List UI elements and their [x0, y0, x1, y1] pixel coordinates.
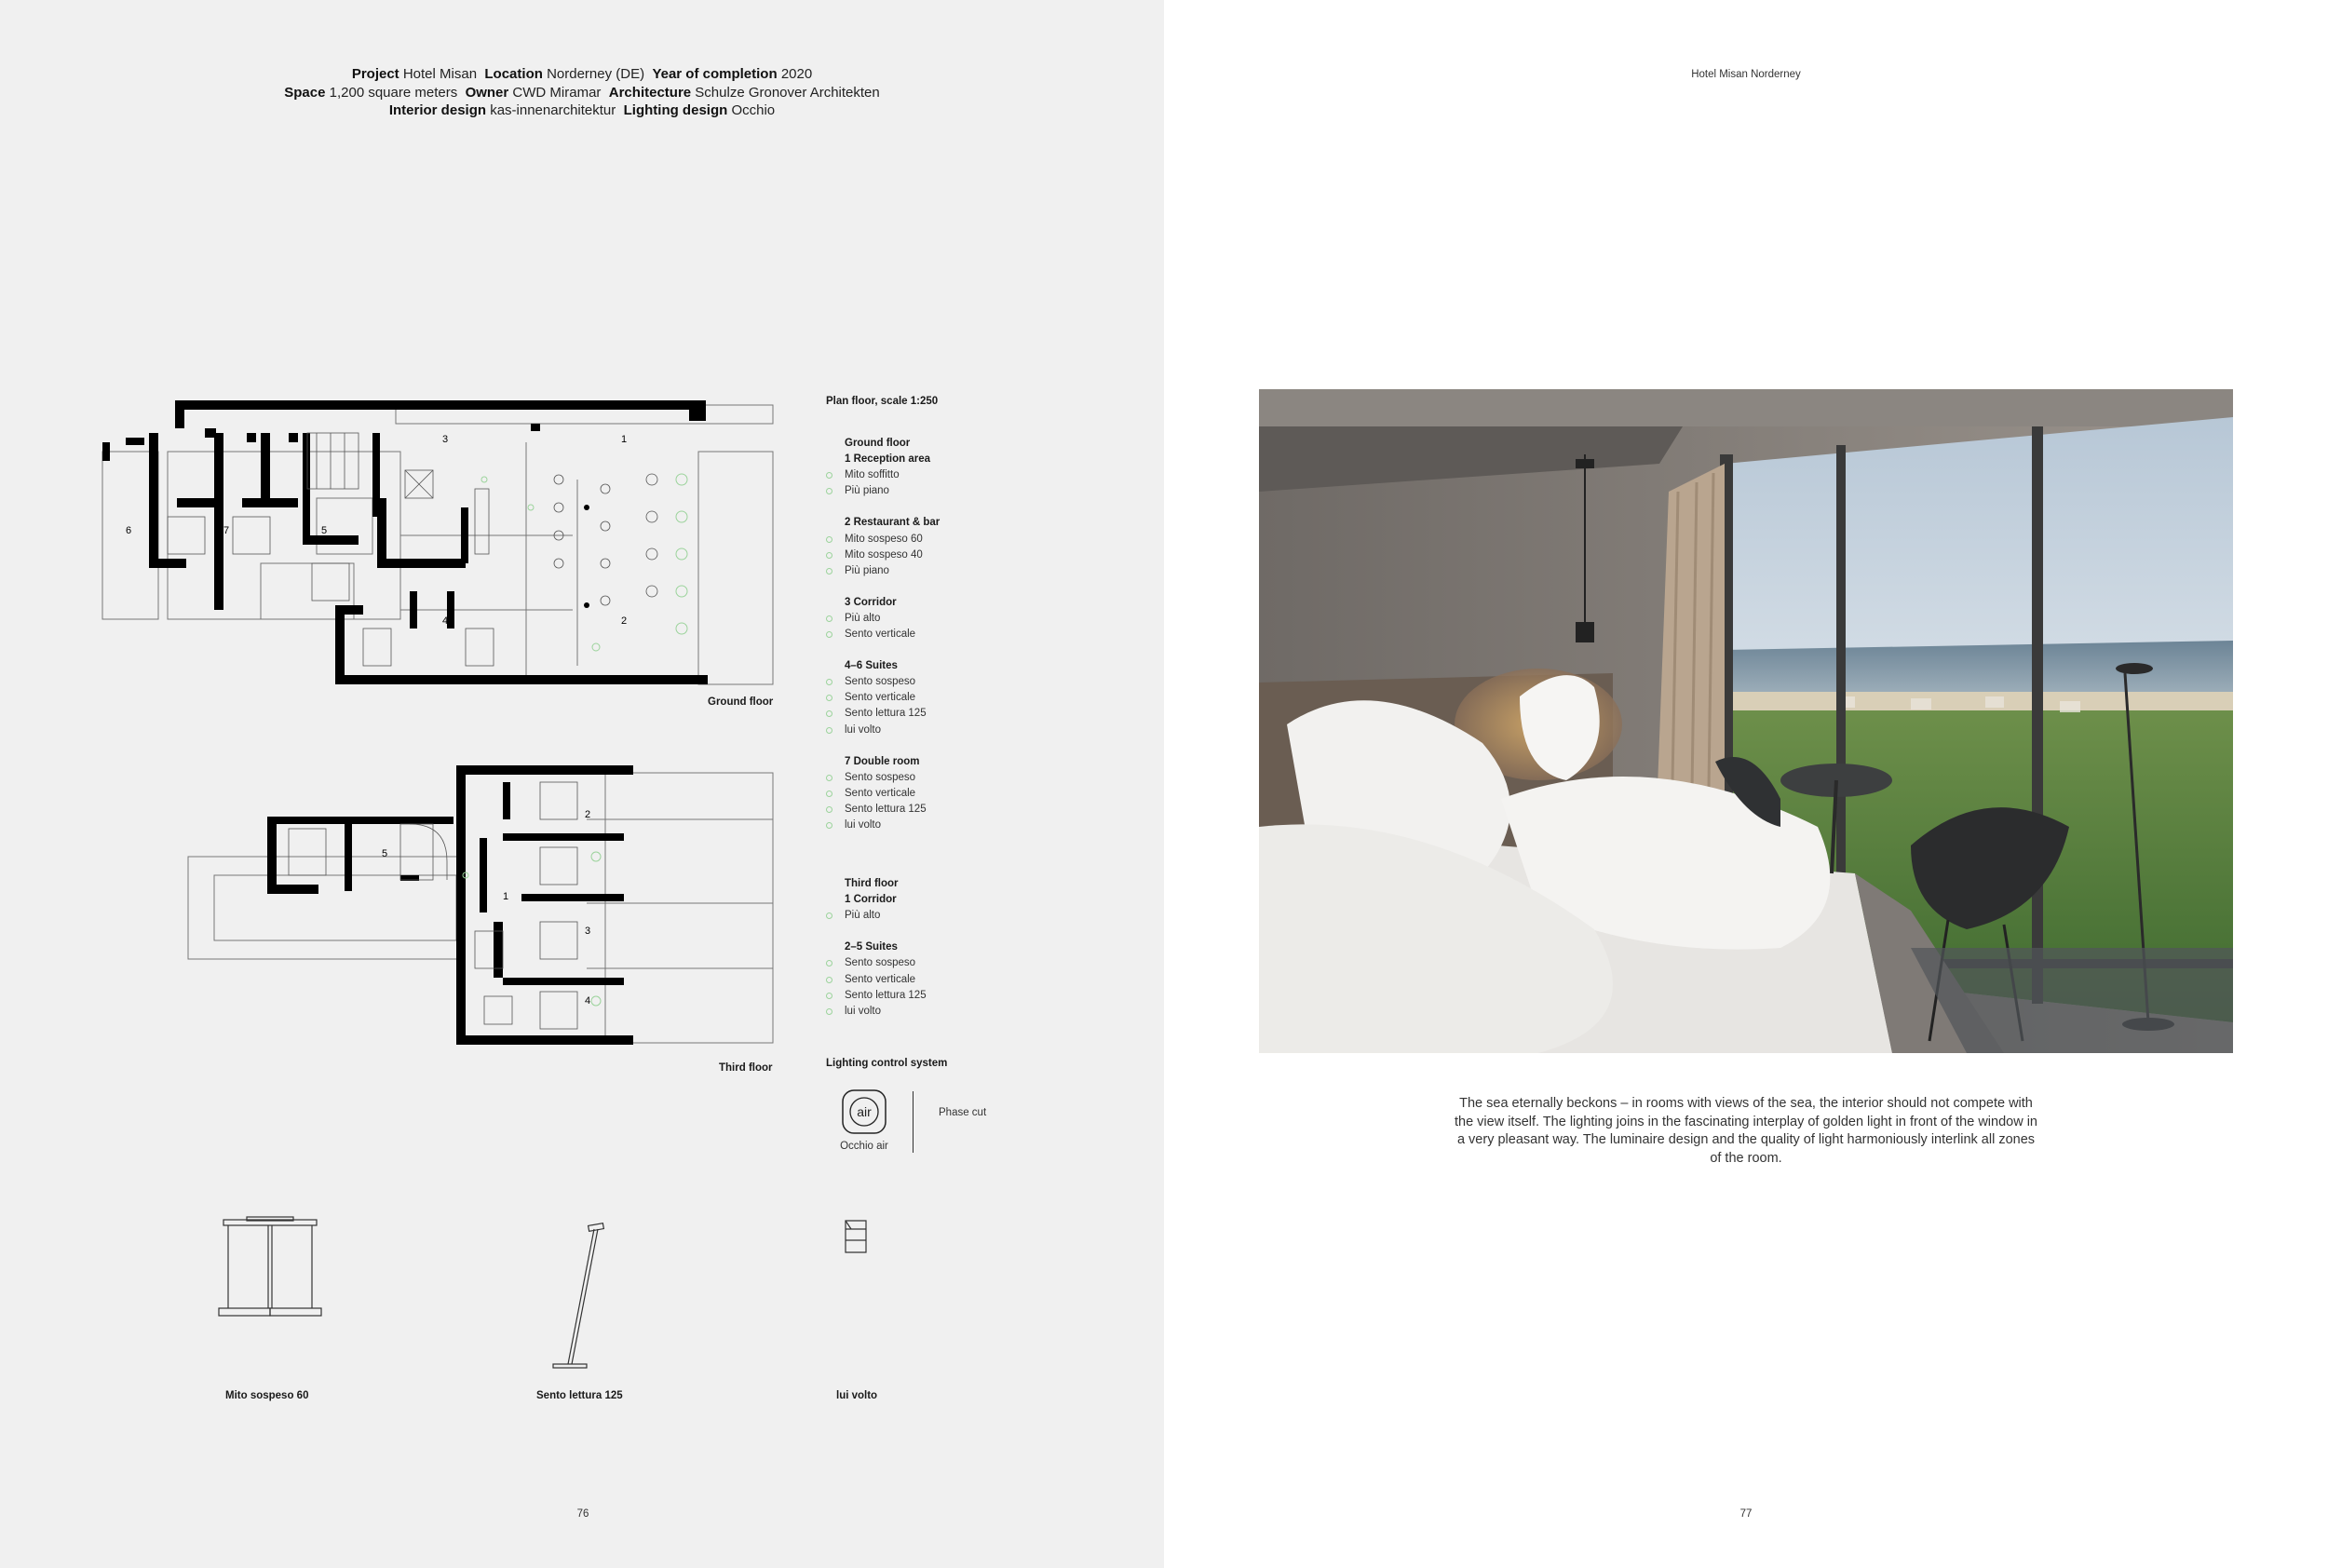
legend-item-label: Mito sospeso 60	[845, 533, 923, 545]
ground-room-3-label: 3	[442, 434, 449, 445]
legend-group-title: 7 Double room	[845, 755, 920, 767]
product-label-sento-lettura-125: Sento lettura 125	[536, 1390, 623, 1401]
legend-group-title: 4–6 Suites	[845, 660, 898, 672]
ground-room-5-label: 5	[321, 525, 328, 536]
legend-marker-icon	[826, 552, 832, 559]
legend-item	[845, 706, 1049, 722]
legend-group-title: 2 Restaurant & bar	[845, 517, 941, 529]
credit-key: Project	[351, 66, 399, 82]
legend-marker-icon	[826, 679, 832, 685]
product-label-lui-volto: lui volto	[836, 1390, 878, 1401]
credit-line	[0, 101, 1164, 120]
credit-value: 2020	[780, 66, 813, 82]
legend-item	[845, 786, 1049, 802]
legend-item	[845, 547, 1049, 563]
legend-item-label: Sento verticale	[845, 787, 916, 799]
legend-item-label: Sento verticale	[845, 629, 916, 641]
ground-room-1-label: 1	[621, 434, 628, 445]
legend-item	[845, 770, 1049, 786]
credit-line	[0, 84, 1164, 102]
legend-ground-floor	[845, 436, 1049, 833]
ground-room-7-label: 7	[223, 525, 230, 536]
legend-item	[845, 988, 1049, 1004]
third-room-2-label: 2	[585, 809, 591, 820]
phase-cut-label: Phase cut	[939, 1107, 987, 1118]
occhio-air-label: Occhio air	[840, 1141, 888, 1152]
legend-marker-icon	[826, 710, 832, 717]
legend-item	[845, 802, 1049, 818]
hotel-room-photo	[1259, 389, 2233, 1053]
legend-item	[845, 532, 1049, 547]
credit-key: Interior design	[388, 102, 487, 118]
credit-value: Occhio	[731, 102, 776, 118]
legend-item-label: Mito soffitto	[845, 469, 900, 481]
credit-value: 1,200 square meters	[329, 84, 458, 101]
third-floor-caption: Third floor	[719, 1062, 773, 1074]
legend-item	[845, 674, 1049, 690]
lighting-control-title: Lighting control system	[826, 1058, 948, 1069]
legend-item-label: Sento lettura 125	[845, 989, 927, 1001]
legend-marker-icon	[826, 822, 832, 829]
divider	[913, 1091, 914, 1153]
credit-key: Location	[484, 66, 543, 82]
legend-third-floor	[845, 876, 1049, 1020]
legend-marker-icon	[826, 993, 832, 999]
legend-marker-icon	[826, 791, 832, 797]
legend-item	[845, 723, 1049, 738]
sento-lettura-125-drawing	[540, 1220, 615, 1373]
credit-key: Owner	[465, 84, 509, 101]
legend-item	[845, 563, 1049, 579]
legend-group-title: 2–5 Suites	[845, 941, 898, 953]
legend-marker-icon	[826, 488, 832, 494]
legend-group-title: 1 Corridor	[845, 894, 897, 906]
page-number-left: 76	[576, 1508, 589, 1520]
credit-key: Architecture	[608, 84, 692, 101]
legend-item-label: Più alto	[845, 612, 881, 624]
body-paragraph: The sea eternally beckons – in rooms with views of the sea, the interior should not compete with the view itself. The lighting joins in the fascinating interplay of golden light in front of the window in a very pleasant way. The luminaire design and the quality of light harmoniously interlink all zones of the room.	[1454, 1096, 2037, 1166]
third-floor-plan	[186, 764, 782, 1048]
legend-marker-icon	[826, 806, 832, 813]
running-head: Hotel Misan Norderney	[1691, 69, 1801, 80]
third-room-5-label: 5	[382, 848, 388, 859]
mito-sospeso-60-drawing	[214, 1215, 326, 1322]
air-logo-text: air	[857, 1104, 872, 1119]
legend-item	[845, 972, 1049, 988]
ground-room-4-label: 4	[442, 615, 449, 627]
legend-marker-icon	[826, 1008, 832, 1015]
legend-item	[845, 955, 1049, 971]
third-room-3-label: 3	[585, 926, 591, 937]
legend-item	[845, 627, 1049, 642]
legend-marker-icon	[826, 536, 832, 543]
ground-floor-caption: Ground floor	[708, 696, 774, 708]
credit-value: CWD Miramar	[512, 84, 602, 101]
third-room-4-label: 4	[585, 995, 591, 1007]
third-room-1-label: 1	[503, 891, 509, 902]
product-label-mito-sospeso-60: Mito sospeso 60	[225, 1390, 309, 1401]
legend-item	[845, 467, 1049, 483]
page-number-right: 77	[1739, 1508, 1753, 1520]
credit-value: Norderney (DE)	[547, 66, 645, 82]
legend-item	[845, 483, 1049, 499]
legend-item-label: Mito sospeso 40	[845, 548, 923, 561]
legend-item-label: Sento sospeso	[845, 771, 916, 783]
credit-key: Year of completion	[652, 66, 778, 82]
credit-value: Hotel Misan	[402, 66, 478, 82]
legend-group-title: 1 Reception area	[845, 453, 931, 466]
legend-marker-icon	[826, 472, 832, 479]
legend-item-label: Sento verticale	[845, 973, 916, 985]
legend-marker-icon	[826, 615, 832, 622]
legend-marker-icon	[826, 977, 832, 983]
legend-marker-icon	[826, 727, 832, 734]
legend-item-label: lui volto	[845, 723, 881, 736]
legend-item-label: Più piano	[845, 485, 889, 497]
lui-volto-drawing	[843, 1218, 871, 1255]
credit-value: Schulze Gronover Architekten	[695, 84, 880, 101]
legend-third-floor-title: Third floor	[845, 878, 899, 890]
legend-item-label: Sento lettura 125	[845, 708, 927, 720]
ground-room-2-label: 2	[621, 615, 628, 627]
credit-value: kas-innenarchitektur	[490, 102, 616, 118]
legend-item	[845, 818, 1049, 833]
legend-ground-floor-title: Ground floor	[845, 438, 911, 450]
ground-room-6-label: 6	[126, 525, 132, 536]
legend-item-label: Sento lettura 125	[845, 803, 927, 815]
legend-marker-icon	[826, 912, 832, 919]
occhio-air-icon	[840, 1088, 888, 1136]
ground-floor-plan	[93, 396, 782, 689]
credit-key: Lighting design	[623, 102, 728, 118]
credit-line	[0, 65, 1164, 84]
legend-item-label: Sento sospeso	[845, 957, 916, 969]
plan-scale-title: Plan floor, scale 1:250	[826, 396, 939, 407]
legend-item-label: Più alto	[845, 910, 881, 922]
legend-item-label: Sento verticale	[845, 692, 916, 704]
legend-item-label: lui volto	[845, 1005, 881, 1017]
legend-item-label: Sento sospeso	[845, 676, 916, 688]
legend-item	[845, 611, 1049, 627]
legend-marker-icon	[826, 695, 832, 701]
legend-marker-icon	[826, 568, 832, 574]
lighting-legend	[826, 394, 1049, 1020]
legend-item-label: lui volto	[845, 818, 881, 831]
legend-item-label: Più piano	[845, 564, 889, 576]
legend-group-title: 3 Corridor	[845, 596, 897, 608]
project-credits	[0, 65, 1164, 120]
legend-marker-icon	[826, 775, 832, 781]
legend-marker-icon	[826, 960, 832, 966]
legend-item	[845, 1004, 1049, 1020]
credit-key: Space	[284, 84, 326, 101]
legend-item	[845, 690, 1049, 706]
legend-item	[845, 908, 1049, 924]
legend-marker-icon	[826, 631, 832, 638]
